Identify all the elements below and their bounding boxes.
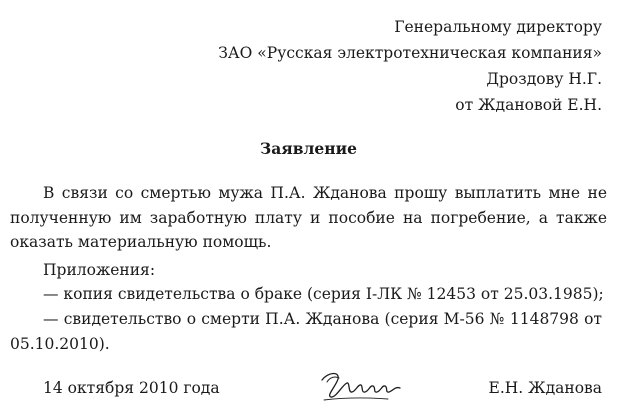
addressee-position: Генеральному директору (394, 18, 602, 36)
handwritten-signature (318, 366, 403, 406)
application-paragraph: В связи со смертью мужа П.А. Жданова прошу выплатить мне не полученную им заработную плату и пособие на погребение, а также оказать материальную помощь. (10, 184, 607, 251)
sender-name: от Ждановой Е.Н. (455, 96, 602, 114)
attachment-item-2-line-1: — свидетельство о смерти П.А. Жданова (серия М-56 № 1148798 от (43, 310, 602, 328)
attachment-item-2-line-2: 05.10.2010). (10, 335, 110, 353)
attachment-item-1: — копия свидетельства о браке (серия I-ЛК № 12453 от 25.03.1985); (43, 285, 604, 303)
addressee-company: ЗАО «Русская электротехническая компания» (218, 44, 602, 62)
document-title: Заявление (260, 139, 357, 158)
attachments-label: Приложения: (43, 261, 156, 279)
applicant-signature-name: Е.Н. Жданова (488, 379, 602, 397)
application-date: 14 октября 2010 года (43, 379, 220, 397)
addressee-name: Дроздову Н.Г. (486, 70, 602, 88)
